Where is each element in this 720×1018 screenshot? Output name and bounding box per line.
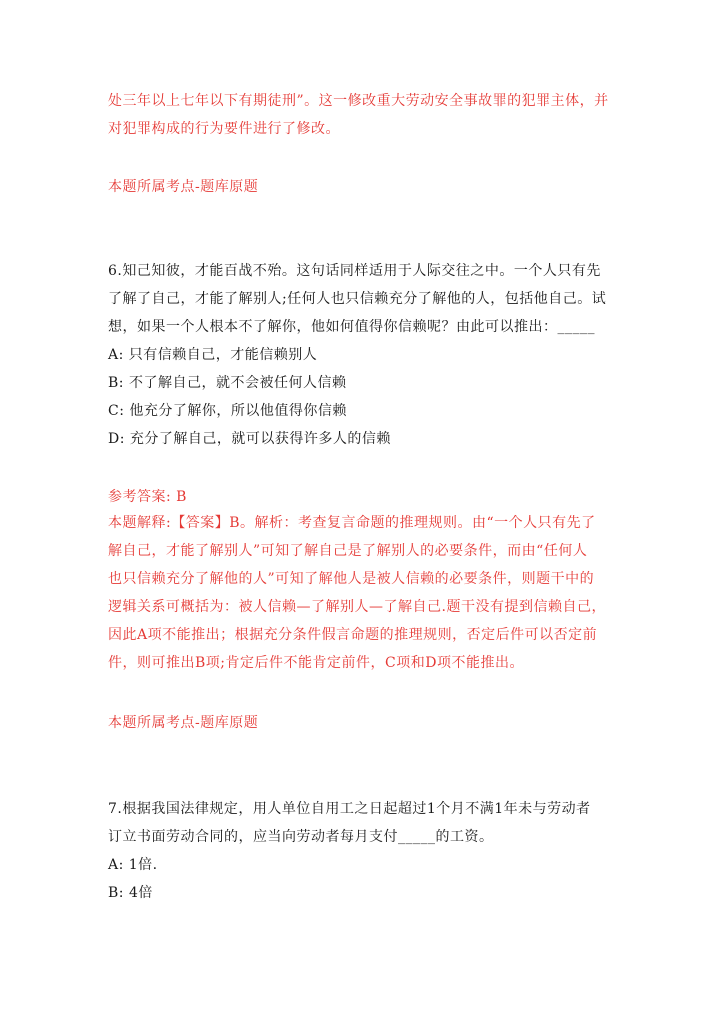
q6-explanation-line: 也只信赖充分了解他的人”可知了解他人是被人信赖的必要条件，则题干中的 (108, 571, 595, 587)
q6-explanation-line: 解自己，才能了解别人”可知了解自己是了解别人的必要条件，而由“任何人 (108, 543, 588, 559)
prev-explanation-line: 对犯罪构成的行为要件进行了修改。 (108, 121, 340, 137)
q6-explanation-line: 本题解释:【答案】B。解析：考查复言命题的推理规则。由“一个人只有先了 (108, 515, 596, 531)
q7-option-b: B: 4倍 (108, 885, 153, 901)
q6-option-d: D: 充分了解自己，就可以获得许多人的信赖 (108, 431, 391, 447)
q7-option-a: A: 1倍. (108, 857, 158, 873)
q6-explanation-line: 逻辑关系可概括为：被人信赖—了解别人—了解自己.题干没有提到信赖自己， (108, 599, 606, 615)
prev-explanation-line: 处三年以上七年以下有期徒刑”。这一修改重大劳动安全事故罪的犯罪主体，并 (108, 93, 609, 109)
q6-option-c: C: 他充分了解你，所以他值得你信赖 (108, 403, 347, 419)
q6-option-a: A: 只有信赖自己，才能信赖别人 (108, 347, 318, 363)
q6-stem-line: 想，如果一个人根本不了解你，他如何值得你信赖呢？由此可以推出：_____ (108, 319, 595, 335)
prev-topic-label: 本题所属考点-题库原题 (108, 179, 259, 195)
q6-stem-line: 6.知己知彼，才能百战不殆。这句话同样适用于人际交往之中。一个人只有先 (108, 263, 601, 279)
q7-stem-line: 7.根据我国法律规定，用人单位自用工之日起超过1个月不满1年未与劳动者 (108, 801, 591, 817)
q6-topic-label: 本题所属考点-题库原题 (108, 715, 259, 731)
q6-explanation-line: 因此A项不能推出；根据充分条件假言命题的推理规则，否定后件可以否定前 (108, 627, 598, 643)
q6-answer: 参考答案: B (108, 489, 187, 505)
q6-explanation-line: 件，则可推出B项;肯定后件不能肯定前件，C项和D项不能推出。 (108, 655, 524, 671)
q6-stem-line: 了解了自己，才能了解别人;任何人也只信赖充分了解他的人，包括他自己。试 (108, 291, 607, 307)
q6-option-b: B: 不了解自己，就不会被任何人信赖 (108, 375, 347, 391)
q7-stem-line: 订立书面劳动合同的，应当向劳动者每月支付_____的工资。 (108, 829, 494, 845)
